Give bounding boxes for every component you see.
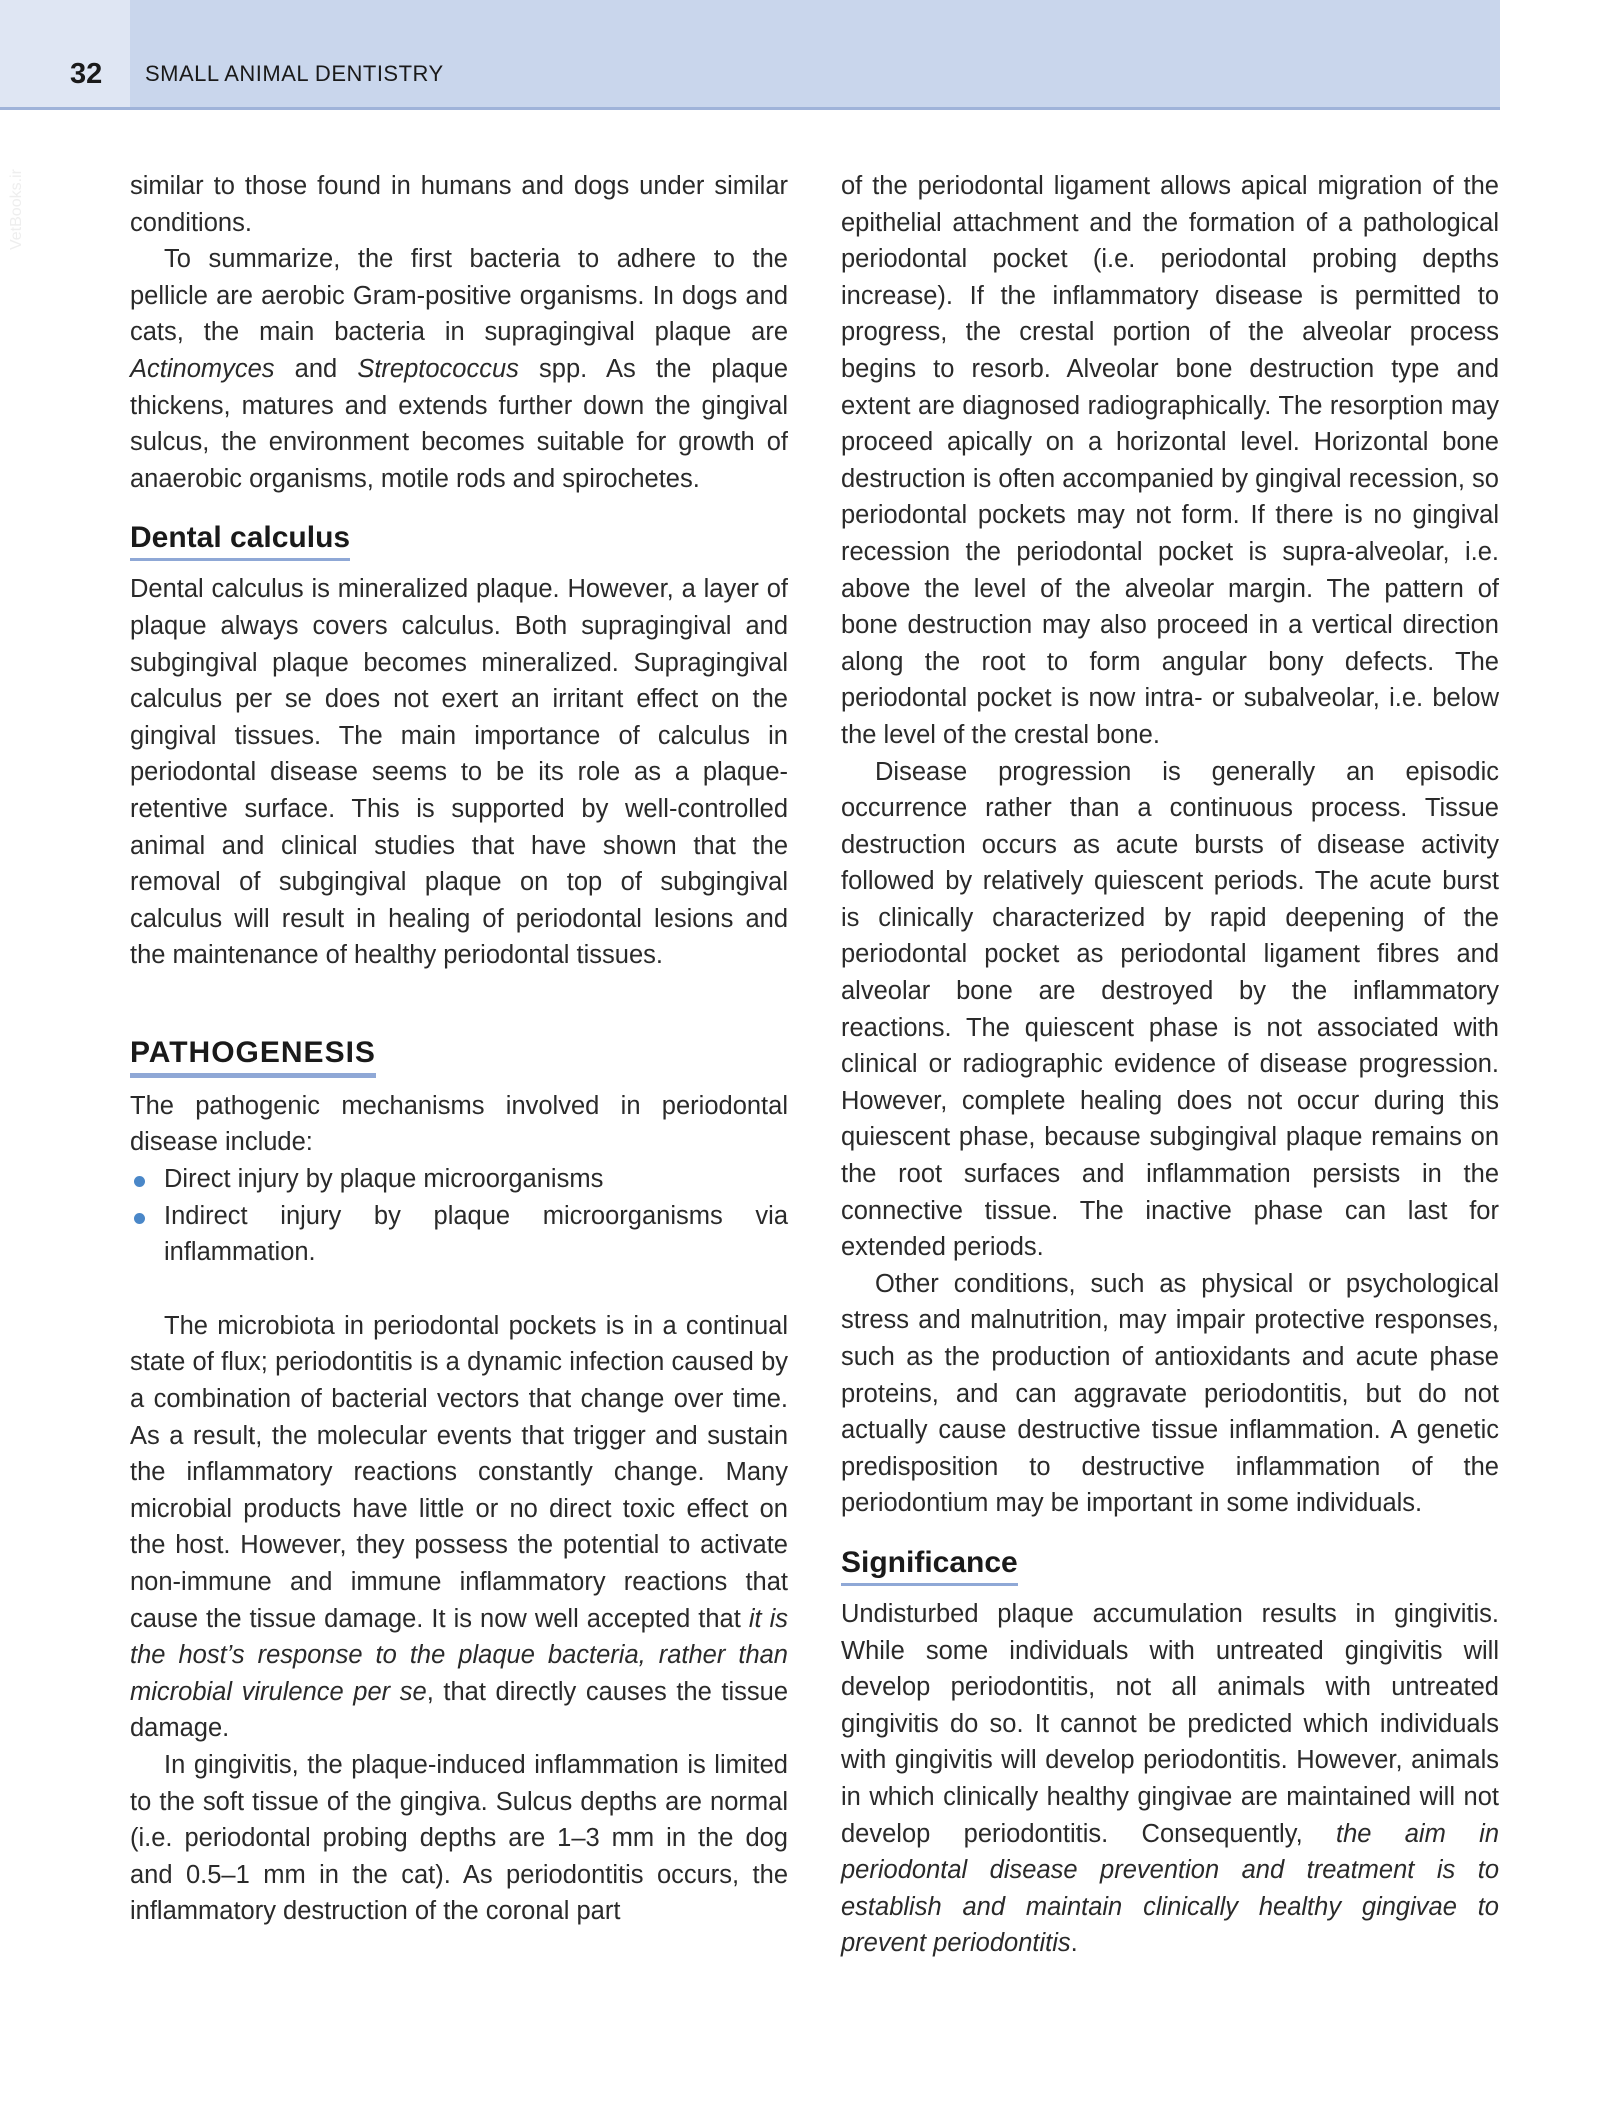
running-title: SMALL ANIMAL DENTISTRY (145, 61, 444, 86)
section-heading-significance: Significance (841, 1544, 1018, 1586)
page-number: 32 (70, 58, 103, 90)
paragraph: The pathogenic mechanisms involved in periodontal disease include: (130, 1091, 788, 1157)
bullet-list (130, 1161, 788, 1271)
bullet-icon (134, 1213, 145, 1224)
paragraph: of the periodontal ligament allows apical migration of the epithelial attachment and the formation of a pathological periodontal pocket (i.e. periodontal probing depths increase). If the inflammatory disease is permitted to progress, the crestal portion of the alveolar process begins to resorb. Alveolar bone destruction type and extent are diagnosed radiographically. The resorption may proceed apically on a horizontal level. Horizontal bone destruction is often accompanied by gingival recession, so periodontal pockets may not form. If there is no gingival recession the periodontal pocket is supra-alveolar, i.e. above the level of the alveolar margin. The pattern of bone destruction may also proceed in a vertical direction along the root to form angular bony defects. The periodontal pocket is now intra- or subalveolar, i.e. below the level of the crestal bone. (841, 172, 1499, 749)
list-item: Indirect injury by plaque microorganisms via inflammation. (130, 1198, 788, 1271)
section-heading-dental-calculus: Dental calculus (130, 519, 350, 561)
paragraph: Disease progression is generally an episodic occurrence rather than a continuous process. Tissue destruction occurs as acute bursts of disease activity followed by relatively quiescent periods. The acute burst is clinically characterized by rapid deepening of the periodontal pocket as periodontal ligament fibres and alveolar bone are destroyed by the inflammatory reactions. The quiescent phase is not associated with clinical or radiographic evidence of disease progression. However, complete healing does not occur during this quiescent phase, because subgingival plaque remains on the root surfaces and inflammation persists in the connective tissue. The inactive phase can last for extended periods. (841, 757, 1499, 1262)
paragraph: The microbiota in periodontal pockets is in a continual state of flux; periodontitis is a dynamic infection caused by a combination of bacterial vectors that change over time. As a result, the molecular events that trigger and sustain the inflammatory reactions constantly change. Many microbial products have little or no direct toxic effect on the host. However, they possess the potential to activate non-immune and immune inflammatory reactions that cause the tissue damage. It is now well accepted that it is the host’s response to the plaque bacteria, rather than microbial virulence per se, that directly causes the tissue damage. (130, 1311, 789, 1743)
paragraph: In gingivitis, the plaque-induced inflammation is limited to the soft tissue of the gingiva. Sulcus depths are normal (i.e. periodontal probing depths are 1–3 mm in the dog and 0.5–1 mm in the cat). As periodontitis occurs, the inflammatory destruction of the coronal part (130, 1750, 788, 1926)
paragraph: To summarize, the first bacteria to adhere to the pellicle are aerobic Gram-positive organisms. In dogs and cats, the main bacteria in supragingival plaque are Actinomyces and Streptococcus spp. As the plaque thickens, matures and extends further down the gingival sulcus, the environment becomes suitable for growth of anaerobic organisms, motile rods and spirochetes. (130, 245, 788, 493)
bullet-icon (134, 1176, 145, 1187)
left-column (130, 168, 788, 1930)
paragraph: Other conditions, such as physical or psychological stress and malnutrition, may impair protective responses, such as the production of antioxidants and acute phase proteins, and can aggravate periodontitis, but do not actually cause destructive tissue inflammation. A genetic predisposition to destructive inflammation of the periodontium may be important in some individuals. (841, 1269, 1499, 1518)
paragraph: similar to those found in humans and dogs under similar conditions. (130, 172, 788, 237)
list-item: Direct injury by plaque microorganisms (130, 1161, 788, 1198)
right-column (841, 168, 1499, 1962)
header-band (0, 0, 1500, 110)
section-heading-pathogenesis: PATHOGENESIS (130, 1034, 376, 1078)
paragraph: Dental calculus is mineralized plaque. However, a layer of plaque always covers calculus. Both supragingival and subgingival plaque becomes mineralized. Supragingival calculus per se does not exert an irritant effect on the gingival tissues. The main importance of calculus in periodontal disease seems to be its role as a plaque-retentive surface. This is supported by well-controlled animal and clinical studies that have shown that the removal of subgingival plaque on top of subgingival calculus will result in healing of periodontal lesions and the maintenance of healthy periodontal tissues. (130, 575, 788, 970)
paragraph: Undisturbed plaque accumulation results in gingivitis. While some individuals with untreated gingivitis will develop periodontitis, not all animals with untreated gingivitis do so. It cannot be predicted which individuals with gingivitis will develop periodontitis. However, animals in which clinically healthy gingivae are maintained will not develop periodontitis. Consequently, the aim in periodontal disease prevention and treatment is to establish and maintain clinically healthy gingivae to prevent periodontitis. (841, 1599, 1499, 1958)
page-number-box (0, 0, 130, 107)
watermark: VetBooks.ir (8, 169, 25, 250)
